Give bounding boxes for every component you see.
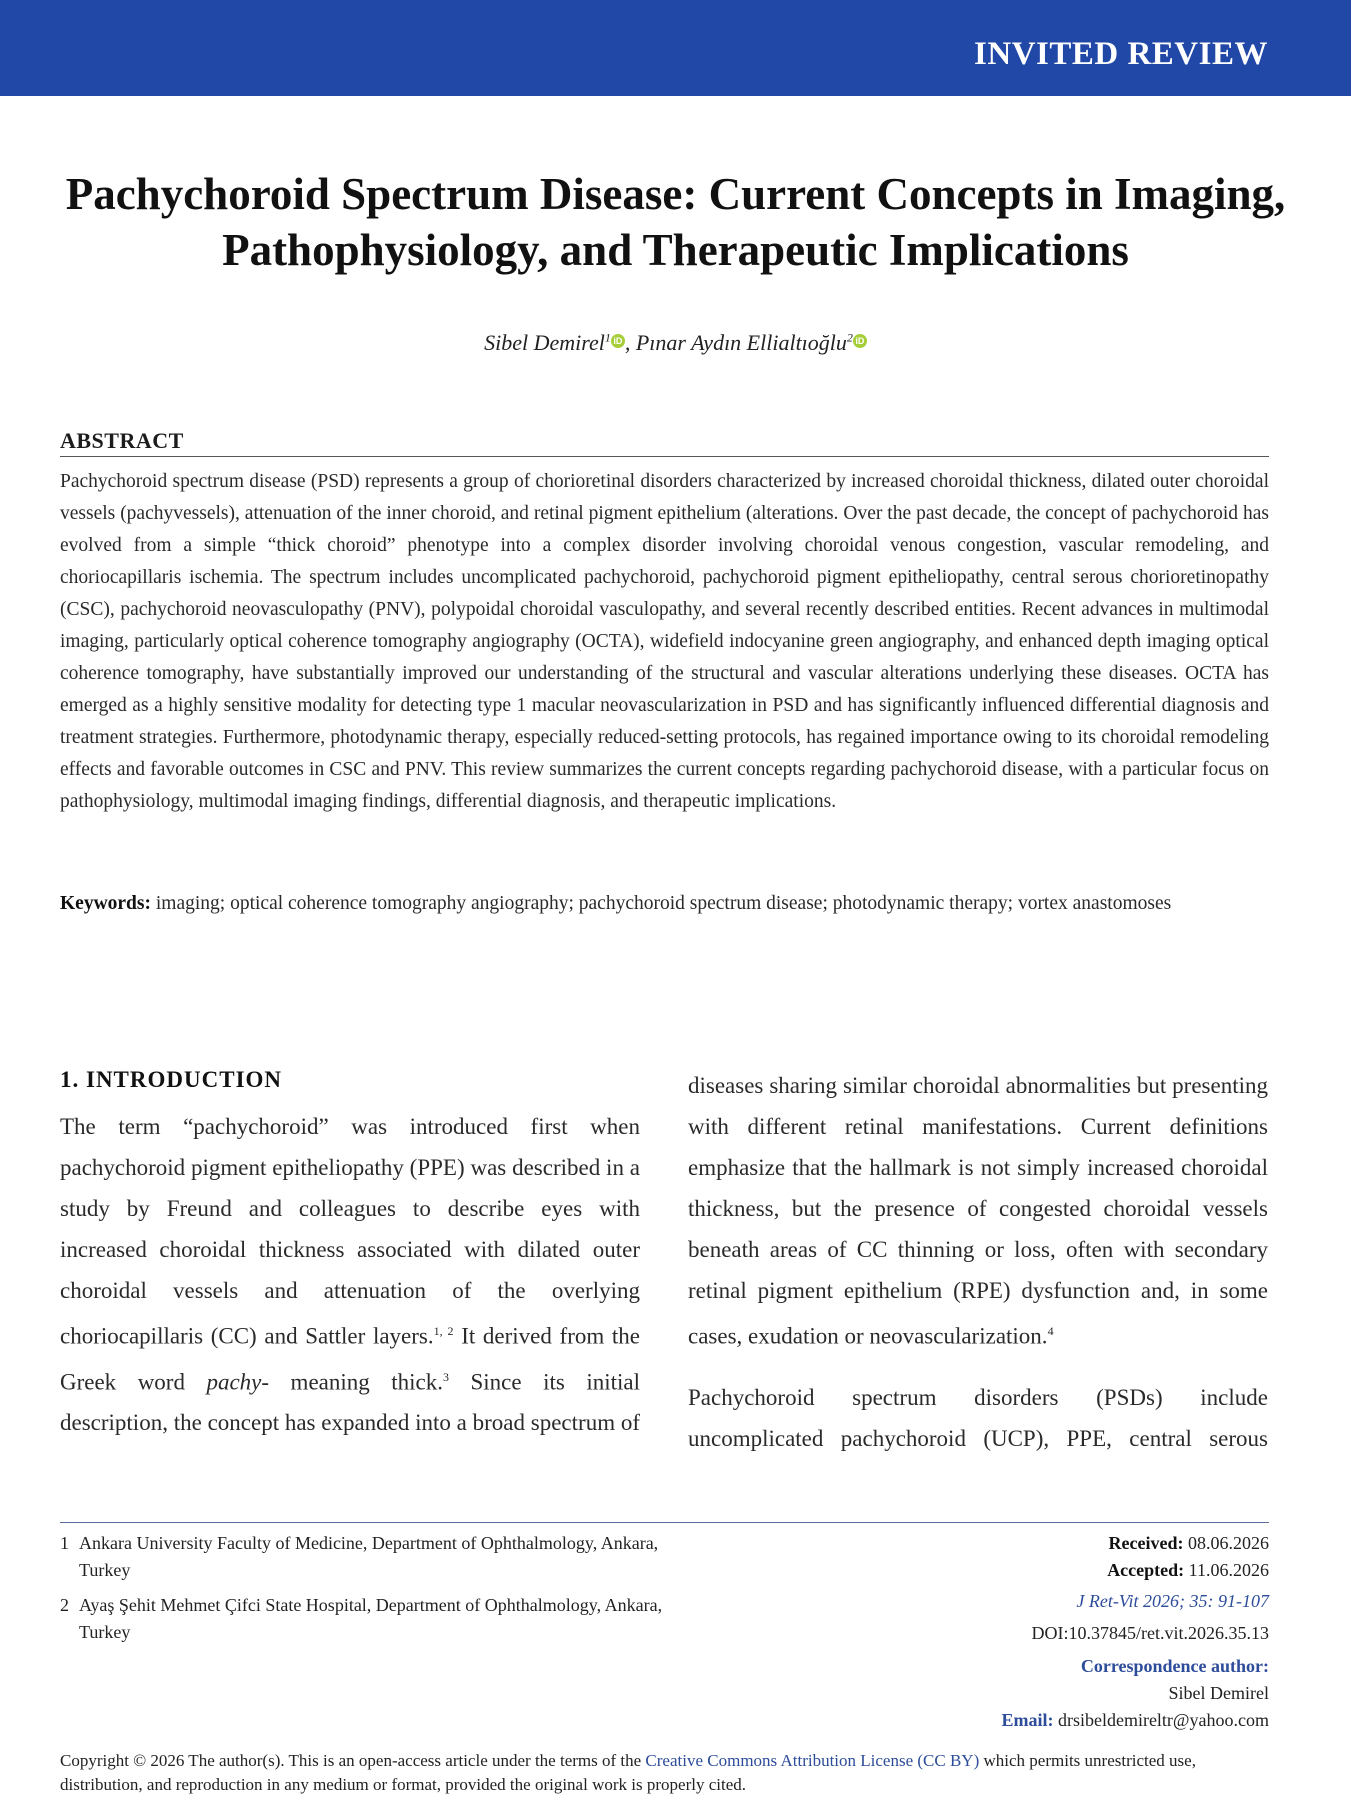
intro-text-run: diseases sharing similar choroidal abnormalities but presenting with different retinal manifestations. Current definitions emphasize that the hallmark is not simply increased choroidal thickness, but the presence of congested choroidal vessels beneath areas of CC thinning or loss, often with secondary retinal pigment epithelium (RPE) dysfunction and, in some cases, exudation or neovascularization. xyxy=(688,1073,1268,1349)
author-affiliation-mark: 2 xyxy=(846,330,853,345)
article-metadata xyxy=(809,1530,1269,1734)
author-name: Pınar Aydın Ellialtıoğlu xyxy=(635,330,847,355)
author-name: Sibel Demirel xyxy=(484,330,605,355)
email-label: Email: xyxy=(1001,1710,1054,1730)
email-link[interactable]: drsibeldemireltr@yahoo.com xyxy=(1057,1710,1269,1730)
abstract-heading: ABSTRACT xyxy=(60,428,1269,457)
citation-ref[interactable]: 1, 2 xyxy=(433,1324,454,1338)
intro-text-run: The term “pachychoroid” was introduced first when pachychoroid pigment epitheliopathy (PPE) was described in a study by Freund and colleagues to describe eyes with increased choroidal thickness associated with dilated outer choroidal vessels and attenuation of the overlying choriocapillaris (CC) and Sattler layers. xyxy=(60,1114,640,1349)
intro-paragraph-1 xyxy=(60,1106,640,1442)
orcid-icon[interactable]: iD xyxy=(853,334,867,348)
affiliation-item xyxy=(60,1530,700,1584)
received-date xyxy=(809,1530,1269,1557)
citation-ref[interactable]: 3 xyxy=(443,1369,449,1384)
accepted-date xyxy=(809,1557,1269,1584)
copyright-text: Copyright © 2026 The author(s). This is an open-access article under the terms of the xyxy=(60,1751,646,1770)
intro-text-run: meaning thick. xyxy=(269,1369,443,1395)
journal-banner xyxy=(0,0,1351,96)
intro-text-continuation xyxy=(688,1062,1268,1462)
citation-ref[interactable]: 4 xyxy=(1047,1324,1054,1339)
correspondence-name: Sibel Demirel xyxy=(1168,1683,1269,1703)
intro-paragraph-2: Pachychoroid spectrum disorders (PSDs) include uncomplicated pachychoroid (UCP), PPE, central serous xyxy=(688,1384,1268,1451)
received-label: Received: xyxy=(1108,1533,1184,1553)
author-affiliation-mark: 1 xyxy=(604,330,611,345)
copyright-text: which permits unrestricted use, distribution, and reproduction in any medium or format, provided the original work is properly cited. xyxy=(60,1751,1196,1794)
author-list: Sibel Demirel$^1$ iD , Pınar Aydın Ellialtıoğlu$^2$ iD xyxy=(0,330,1351,356)
accepted-value: 11.06.2026 xyxy=(1188,1560,1269,1580)
body-column-right xyxy=(688,1062,1268,1462)
accepted-label: Accepted: xyxy=(1107,1560,1185,1580)
body-column-left xyxy=(60,1062,640,1106)
intro-text-run: Since its initial description, the concept has expanded into a broad spectrum of xyxy=(60,1369,640,1436)
keywords-label: Keywords: xyxy=(60,893,151,914)
affiliation-item xyxy=(60,1592,700,1646)
orcid-icon[interactable]: iD xyxy=(611,334,625,348)
correspondence-label: Correspondence author: xyxy=(1080,1656,1269,1676)
intro-italic-term: pachy- xyxy=(206,1369,270,1395)
affiliation-number: 1 xyxy=(60,1533,69,1553)
doi[interactable]: DOI:10.37845/ret.vit.2026.35.13 xyxy=(1031,1623,1269,1643)
affiliation-text: Ayaş Şehit Mehmet Çifci State Hospital, Department of Ophthalmology, Ankara, Turkey xyxy=(79,1595,663,1642)
footer-divider xyxy=(60,1522,1269,1523)
received-value: 08.06.2026 xyxy=(1188,1533,1269,1553)
intro-paragraph-1-continued xyxy=(688,1062,1268,1357)
section-heading-introduction: 1. INTRODUCTION xyxy=(60,1067,283,1092)
abstract-text: Pachychoroid spectrum disease (PSD) represents a group of chorioretinal disorders characterized by increased choroidal thickness, dilated outer choroidal vessels (pachyvessels), attenuation of the inner choroid, and retinal pigment epithelium (alterations. Over the past decade, the concept of pachychoroid has evolved from a simple “thick choroid” phenotype into a complex disorder involving choroidal venous congestion, vascular remodeling, and choriocapillaris ischemia. The spectrum includes uncomplicated pachychoroid, pachychoroid pigment epitheliopathy, central serous chorioretinopathy (CSC), pachychoroid neovasculopathy (PNV), polypoidal choroidal vasculopathy, and several recently described entities. Recent advances in multimodal imaging, particularly optical coherence tomography angiography (OCTA), widefield indocyanine green angiography, and enhanced depth imaging optical coherence tomography, have substantially improved our understanding of the structural and vascular alterations underlying these diseases. OCTA has emerged as a highly sensitive modality for detecting type 1 macular neovascularization in PSD and has significantly influenced differential diagnosis and treatment strategies. Furthermore, photodynamic therapy, especially reduced-setting protocols, has regained importance owing to its choroidal remodeling effects and favorable outcomes in CSC and PNV. This review summarizes the current concepts regarding pachychoroid disease, with a particular focus on pathophysiology, multimodal imaging findings, differential diagnosis, and therapeutic implications. xyxy=(60,471,1269,812)
intro-text-left xyxy=(60,1106,640,1442)
intro-text-run: It derived from the Greek word xyxy=(60,1323,640,1395)
article-title: Pachychoroid Spectrum Disease: Current Concepts in Imaging, Pathophysiology, and Therapeutic Implications xyxy=(65,169,1286,275)
affiliation-number: 2 xyxy=(60,1595,69,1615)
article-type-label: INVITED REVIEW xyxy=(974,36,1268,72)
affiliation-text: Ankara University Faculty of Medicine, Department of Ophthalmology, Ankara, Turkey xyxy=(79,1533,659,1580)
affiliations xyxy=(60,1530,700,1654)
keywords-list: imaging; optical coherence tomography angiography; pachychoroid spectrum disease; photodynamic therapy; vortex anastomoses xyxy=(155,893,1172,914)
correspondence-email xyxy=(809,1707,1269,1734)
keywords xyxy=(60,888,1269,920)
journal-citation: J Ret-Vit 2026; 35: 91-107 xyxy=(1076,1591,1269,1611)
license-link[interactable]: Creative Commons Attribution License (CC BY) xyxy=(645,1751,980,1770)
